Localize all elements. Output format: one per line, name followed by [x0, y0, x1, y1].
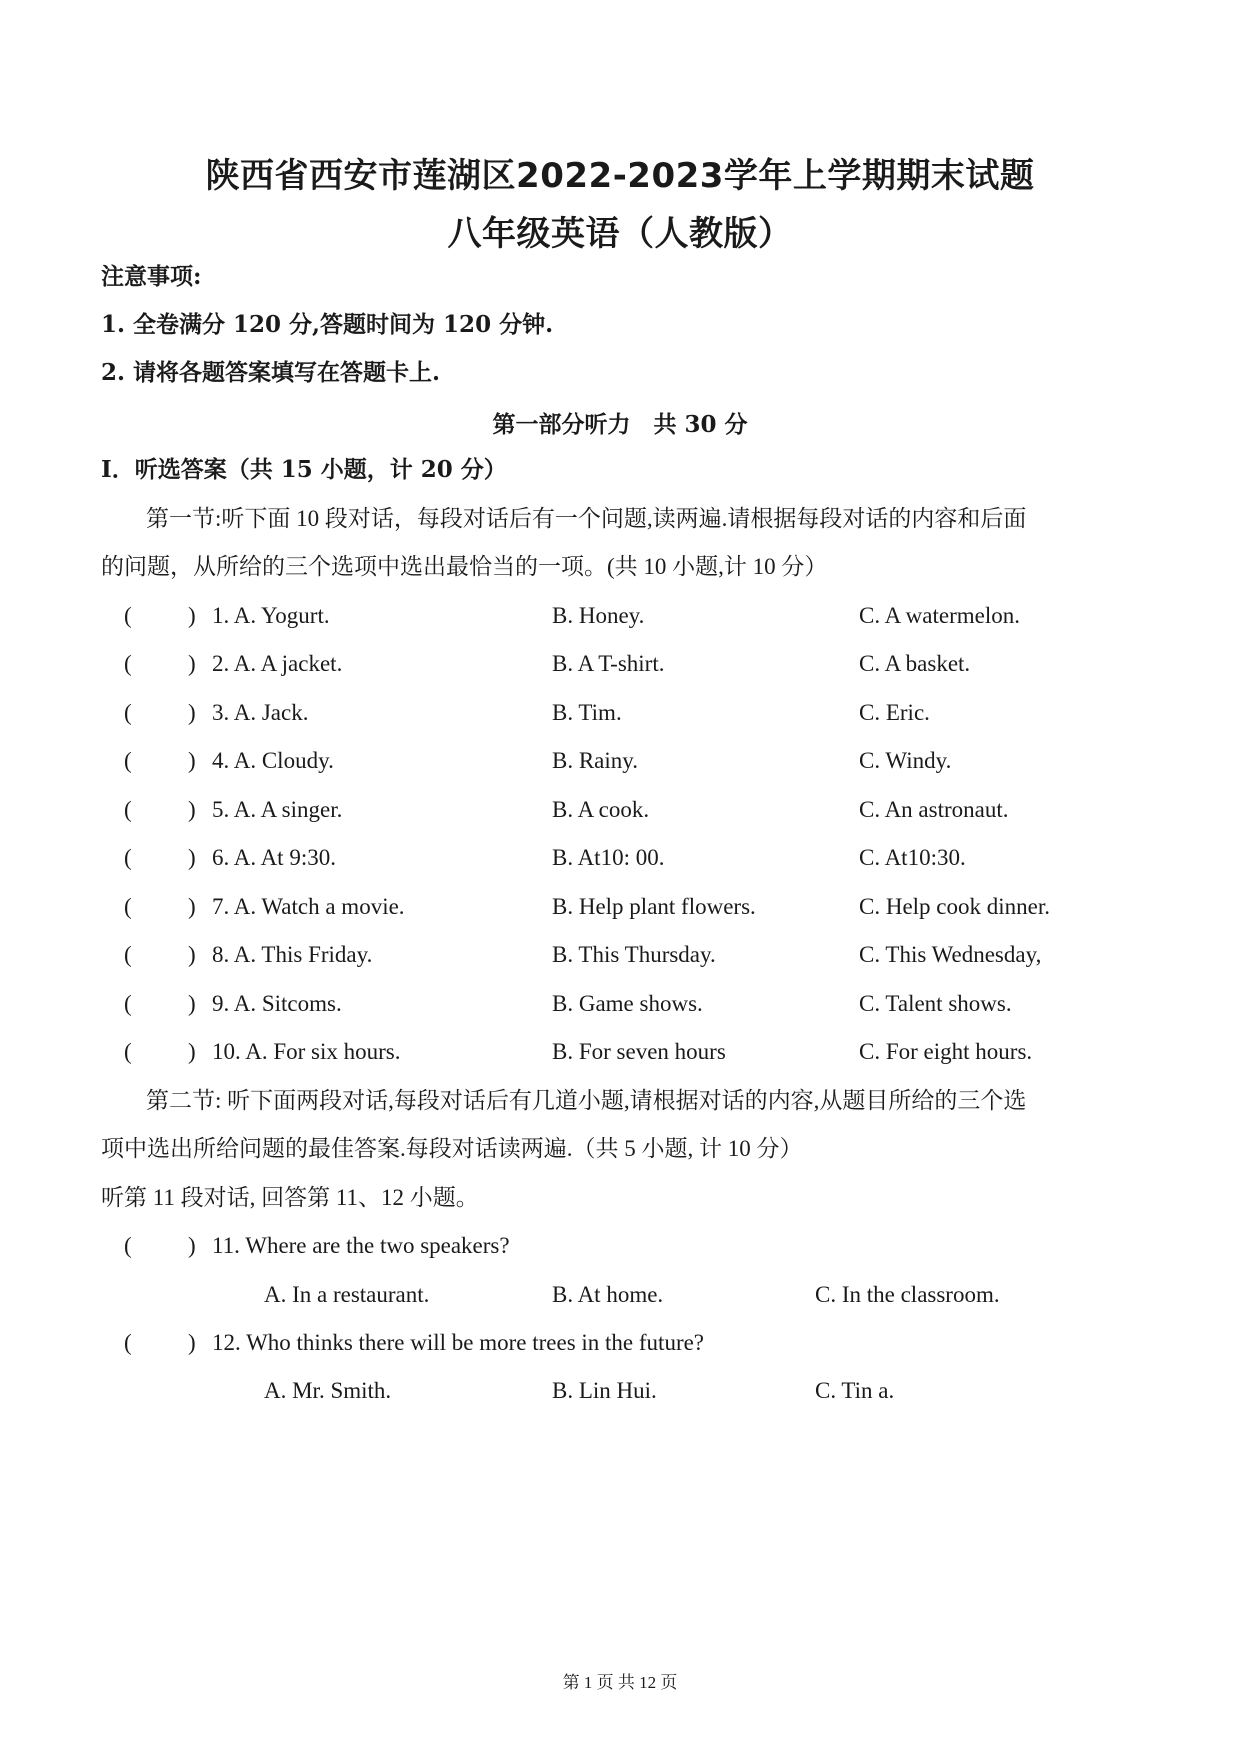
- option-a: 9. A. Sitcoms.: [212, 991, 342, 1016]
- question-stem: 11. Where are the two speakers?: [212, 1233, 510, 1258]
- question-stem: 12. Who thinks there will be more trees in the future?: [212, 1330, 705, 1355]
- answer-paren-open: (: [124, 1039, 132, 1064]
- option-b: B. Game shows.: [552, 991, 703, 1016]
- option-b: B. This Thursday.: [552, 942, 716, 967]
- answer-paren-close: ): [188, 894, 196, 919]
- option-a: A. In a restaurant.: [264, 1282, 430, 1307]
- option-c: C. A watermelon.: [859, 603, 1020, 628]
- answer-paren-close: ): [188, 1233, 196, 1258]
- question-row: [114, 649, 1144, 679]
- section1-title: Ⅰ．听选答案（共 15 小题，计 20 分）: [101, 456, 507, 483]
- answer-paren-open: (: [124, 651, 132, 676]
- answer-paren-close: ): [188, 797, 196, 822]
- question-row: [114, 989, 1144, 1019]
- question-row: [114, 940, 1144, 970]
- option-c: C. Eric.: [859, 700, 930, 725]
- option-b: B. Help plant flowers.: [552, 894, 756, 919]
- answer-paren-close: ): [188, 942, 196, 967]
- exam-title: 陕西省西安市莲湖区2022-2023学年上学期期末试题: [205, 156, 1035, 196]
- option-b: B. Tim.: [552, 700, 622, 725]
- option-a: 6. A. At 9:30.: [212, 845, 336, 870]
- option-c: C. A basket.: [859, 651, 971, 676]
- answer-paren-open: (: [124, 603, 132, 628]
- option-a: 7. A. Watch a movie.: [212, 894, 405, 919]
- option-b: B. Lin Hui.: [552, 1378, 657, 1403]
- answer-paren-close: ): [188, 603, 196, 628]
- option-c: C. Windy.: [859, 748, 952, 773]
- option-b: B. Honey.: [552, 603, 645, 628]
- option-b: B. Rainy.: [552, 748, 639, 773]
- note-item-1: 1. 全卷满分 120 分,答题时间为 120 分钟.: [101, 311, 554, 338]
- answer-paren-close: ): [188, 1039, 196, 1064]
- option-a: 1. A. Yogurt.: [212, 603, 330, 628]
- part1-heading: 第一部分听力 共 30 分: [492, 411, 748, 438]
- option-a: 8. A. This Friday.: [212, 942, 373, 967]
- option-a: 2. A. A jacket.: [212, 651, 343, 676]
- sub1-instruction-line2: 的问题，从所给的三个选项中选出最恰当的一项。(共 10 小题,计 10 分）: [101, 554, 828, 579]
- answer-paren-close: ): [188, 845, 196, 870]
- question-row: [114, 746, 1144, 776]
- note-item-2: 2. 请将各题答案填写在答题卡上.: [101, 359, 441, 386]
- answer-paren-open: (: [124, 797, 132, 822]
- option-c: C. This Wednesday,: [859, 942, 1042, 967]
- option-b: B. A cook.: [552, 797, 650, 822]
- option-a: 4. A. Cloudy.: [212, 748, 334, 773]
- answer-paren-close: ): [188, 991, 196, 1016]
- answer-paren-open: (: [124, 1330, 132, 1355]
- answer-paren-open: (: [124, 991, 132, 1016]
- option-b: B. For seven hours: [552, 1039, 726, 1064]
- answer-paren-close: ): [188, 748, 196, 773]
- question-row: [114, 698, 1144, 728]
- answer-paren-open: (: [124, 1233, 132, 1258]
- question-row: [114, 892, 1144, 922]
- option-c: C. Talent shows.: [859, 991, 1012, 1016]
- answer-paren-open: (: [124, 748, 132, 773]
- option-c: C. In the classroom.: [815, 1282, 1000, 1307]
- option-c: C. Tin a.: [815, 1378, 895, 1403]
- options-row: [114, 1376, 1144, 1406]
- option-a: 5. A. A singer.: [212, 797, 343, 822]
- answer-paren-close: ): [188, 651, 196, 676]
- options-row: [114, 1280, 1144, 1310]
- page-footer: 第 1 页 共 12 页: [562, 1673, 678, 1692]
- answer-paren-close: ): [188, 1330, 196, 1355]
- sub1-instruction-line1: 第一节:听下面 10 段对话，每段对话后有一个问题,读两遍.请根据每段对话的内容和后面: [146, 506, 1027, 531]
- sub2-instruction-line1: 第二节: 听下面两段对话,每段对话后有几道小题,请根据对话的内容,从题目所给的三个选: [146, 1088, 1027, 1113]
- answer-paren-open: (: [124, 700, 132, 725]
- option-a: A. Mr. Smith.: [264, 1378, 392, 1403]
- question-row: [114, 1328, 1144, 1358]
- exam-subtitle: 八年级英语（人教版）: [447, 214, 793, 254]
- option-a: 3. A. Jack.: [212, 700, 309, 725]
- question-row: [114, 843, 1144, 873]
- notes-heading: 注意事项:: [101, 263, 202, 290]
- option-b: B. At10: 00.: [552, 845, 665, 870]
- answer-paren-open: (: [124, 845, 132, 870]
- answer-paren-close: ): [188, 700, 196, 725]
- option-c: C. Help cook dinner.: [859, 894, 1050, 919]
- sub2-instruction-line2: 项中选出所给问题的最佳答案.每段对话读两遍.（共 5 小题, 计 10 分）: [101, 1136, 803, 1161]
- dialog11-intro: 听第 11 段对话, 回答第 11、12 小题。: [101, 1185, 479, 1210]
- question-row: [114, 601, 1144, 631]
- answer-paren-open: (: [124, 942, 132, 967]
- option-b: B. A T-shirt.: [552, 651, 665, 676]
- question-row: [114, 1231, 1144, 1261]
- option-a: 10. A. For six hours.: [212, 1039, 401, 1064]
- question-row: [114, 1037, 1144, 1067]
- option-c: C. For eight hours.: [859, 1039, 1033, 1064]
- option-b: B. At home.: [552, 1282, 664, 1307]
- question-row: [114, 795, 1144, 825]
- option-c: C. An astronaut.: [859, 797, 1009, 822]
- answer-paren-open: (: [124, 894, 132, 919]
- option-c: C. At10:30.: [859, 845, 966, 870]
